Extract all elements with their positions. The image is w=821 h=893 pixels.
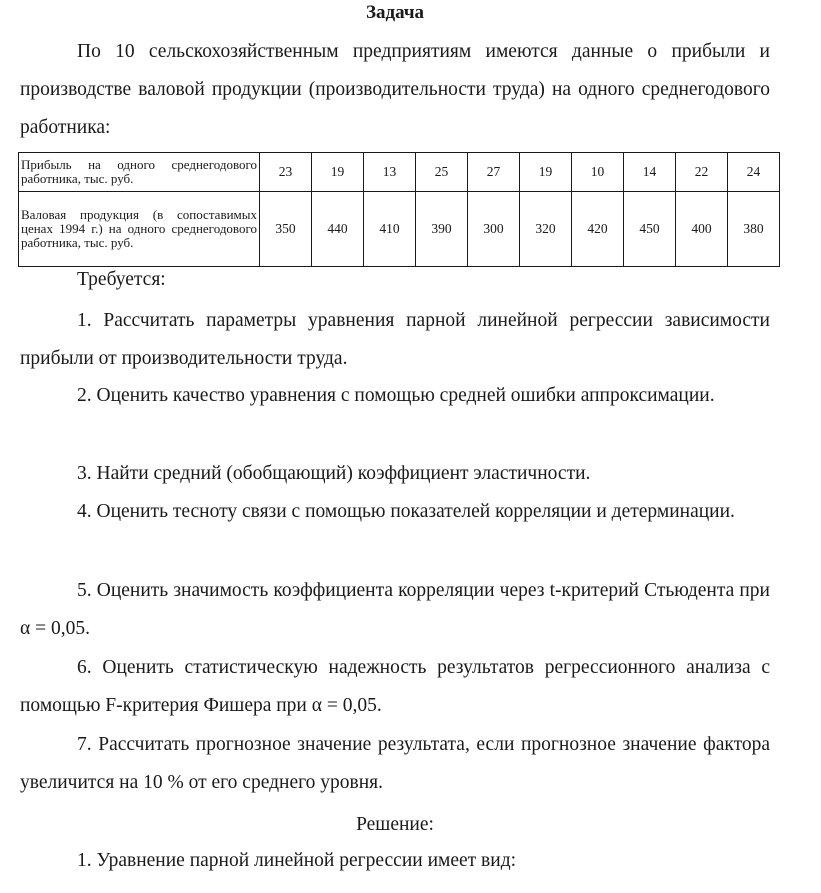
- table-cell: 25: [416, 153, 468, 192]
- page-title: Задача: [365, 2, 425, 23]
- table-cell: 13: [364, 153, 416, 192]
- task-item: 7. Рассчитать прогнозное значение результата, если прогнозное значение фактора увеличится на 10 % от его среднего уровня.: [20, 734, 770, 793]
- task-item: 3. Найти средний (обобщающий) коэффициент эластичности.: [77, 463, 591, 484]
- table-cell: 19: [520, 153, 572, 192]
- table-cell: 400: [676, 192, 728, 267]
- table-cell: 27: [468, 153, 520, 192]
- table-cell: 380: [728, 192, 780, 267]
- table-cell: 19: [312, 153, 364, 192]
- solution-step-1: 1. Уравнение парной линейной регрессии имеет вид:: [77, 850, 517, 871]
- intro-paragraph: По 10 сельскохозяйственным предприятиям имеются данные о прибыли и производстве валовой продукции (производительности труда) на одного среднегодового работника:: [20, 41, 770, 138]
- table-cell: 24: [728, 153, 780, 192]
- table-cell: 10: [572, 153, 624, 192]
- table-cell: 450: [624, 192, 676, 267]
- table-cell: 440: [312, 192, 364, 267]
- table-row-profit: [19, 153, 780, 192]
- table-cell: 300: [468, 192, 520, 267]
- table-cell: 410: [364, 192, 416, 267]
- table-cell: 390: [416, 192, 468, 267]
- requires-label: Требуется:: [77, 269, 166, 290]
- table-cell: 320: [520, 192, 572, 267]
- solution-heading: Решение:: [356, 814, 434, 835]
- table-cell: 22: [676, 153, 728, 192]
- row-label-output: Валовая продукция (в сопоставимых ценах 1994 г.) на одного среднегодового работника, тыс. руб.: [19, 192, 260, 267]
- table-cell: 23: [260, 153, 312, 192]
- task-item: 1. Рассчитать параметры уравнения парной линейной регрессии зависимости прибыли от производительности труда.: [20, 310, 770, 369]
- task-item: 6. Оценить статистическую надежность результатов регрессионного анализа с помощью F-критерия Фишера при α = 0,05.: [20, 657, 770, 716]
- table-cell: 420: [572, 192, 624, 267]
- table-cell: 14: [624, 153, 676, 192]
- data-table: [18, 152, 780, 267]
- task-item: 5. Оценить значимость коэффициента корреляции через t-критерий Стьюдента при α = 0,05.: [20, 580, 770, 639]
- row-label-profit: Прибыль на одного среднегодового работника, тыс. руб.: [19, 153, 260, 192]
- table-cell: 350: [260, 192, 312, 267]
- task-item: 2. Оценить качество уравнения с помощью средней ошибки аппроксимации.: [77, 385, 715, 406]
- table-row-output: [19, 192, 780, 267]
- task-item: 4. Оценить тесноту связи с помощью показателей корреляции и детерминации.: [77, 501, 735, 522]
